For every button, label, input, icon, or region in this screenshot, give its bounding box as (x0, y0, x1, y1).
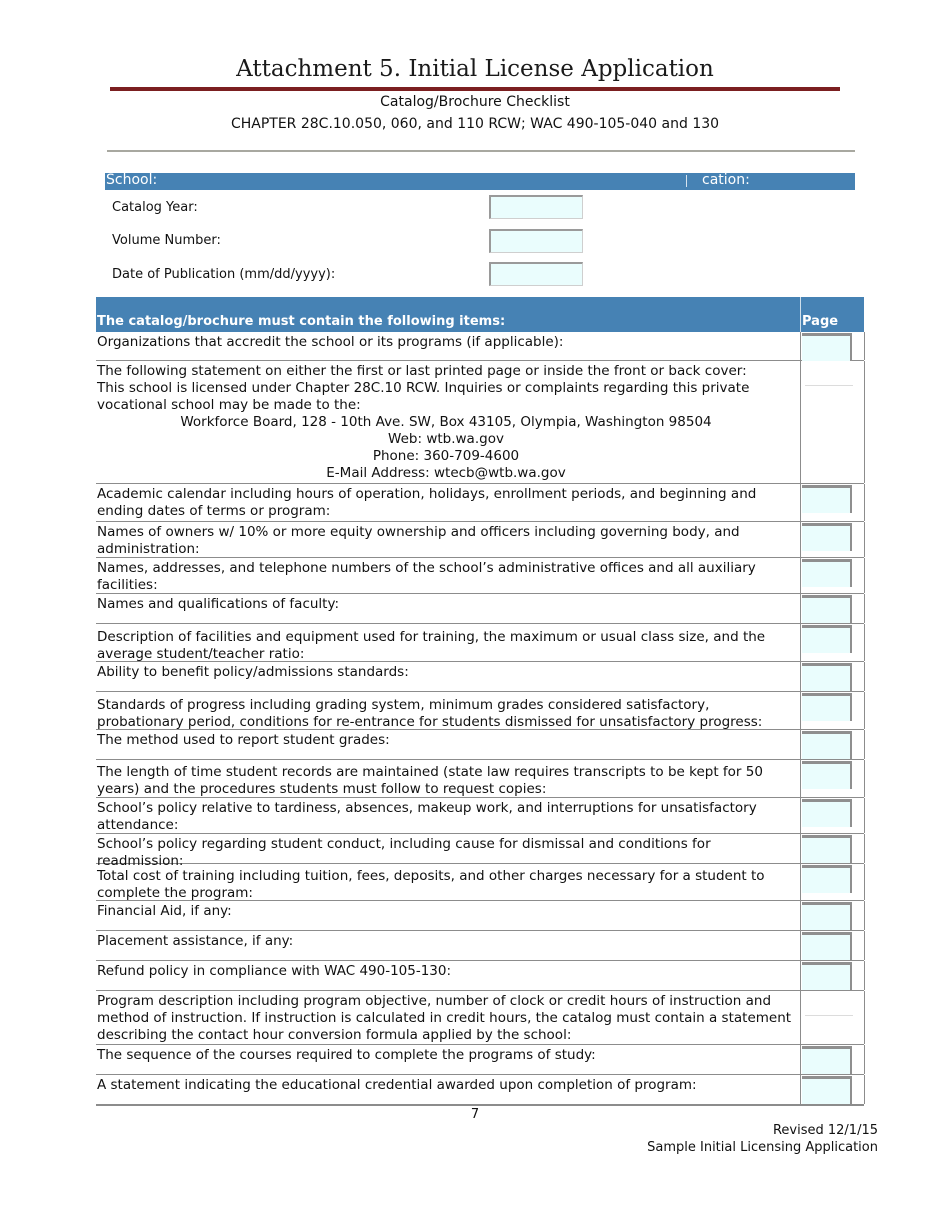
page-cell (800, 662, 865, 691)
page-number-input[interactable] (802, 932, 852, 960)
page-number-input[interactable] (802, 799, 852, 827)
page-cell (800, 931, 865, 960)
workforce-board-web: Web: wtb.wa.gov (388, 431, 504, 447)
page-cell (800, 991, 865, 1044)
page-cell (800, 624, 865, 661)
volume-number-label: Volume Number: (112, 233, 221, 248)
page-cell (800, 961, 865, 990)
page-number-input[interactable] (802, 1046, 852, 1074)
row-item-text: Standards of progress including grading system, minimum grades considered satisfactory, probationary period, conditions for re-entrance for students dismissed for unsatisfactory progress: (97, 697, 763, 730)
page-number: 7 (470, 1107, 480, 1122)
school-bar-divider (686, 175, 687, 187)
school-bar (105, 173, 855, 190)
page-number-input[interactable] (802, 663, 852, 691)
workforce-board-phone: Phone: 360-709-4600 (372, 448, 520, 464)
table-row (96, 864, 864, 901)
page-number-input[interactable] (802, 731, 852, 759)
table-row (96, 692, 864, 730)
page-cell (800, 594, 865, 623)
volume-number-input[interactable] (489, 229, 583, 253)
page-number-input[interactable] (802, 523, 852, 551)
page-cell (800, 798, 865, 833)
page-number-input[interactable] (802, 962, 852, 990)
row-item-text: Organizations that accredit the school or its programs (if applicable): (97, 334, 564, 350)
row-item-text: School’s policy relative to tardiness, absences, makeup work, and interruptions for unsatisfactory attendance: (97, 800, 757, 833)
table-row (96, 798, 864, 834)
page-cell (800, 760, 865, 797)
page-cell (800, 484, 865, 521)
catalog-year-label: Catalog Year: (112, 200, 198, 215)
publication-date-label: Date of Publication (mm/dd/yyyy): (112, 267, 336, 282)
row-item-text: Names, addresses, and telephone numbers of the school’s administrative offices and all auxiliary facilities: (97, 560, 756, 593)
row-item-text: Refund policy in compliance with WAC 490-105-130: (97, 963, 452, 979)
table-row (96, 361, 864, 484)
row-item-text: Program description including program objective, number of clock or credit hours of instruction and method of instruction. If instruction is calculated in credit hours, the catalog must contain a statement describing the contact hour conversion formula applied by the school: (97, 993, 792, 1043)
row-item-text: School’s policy regarding student conduct, including cause for dismissal and conditions for readmission: (97, 836, 711, 869)
chapter-reference: CHAPTER 28C.10.050, 060, and 110 RCW; WAC 490-105-040 and 130 (230, 116, 720, 132)
row-item-text: Total cost of training including tuition, fees, deposits, and other charges necessary for a student to complete the program: (97, 868, 765, 901)
page-cell (800, 522, 865, 557)
checklist-table (96, 297, 864, 1106)
workforce-board-address: Workforce Board, 128 - 10th Ave. SW, Box 43105, Olympia, Washington 98504 (180, 414, 712, 430)
table-row (96, 522, 864, 558)
page-number-input[interactable] (802, 761, 852, 789)
page-number-input[interactable] (805, 1015, 853, 1016)
row-item-text: The method used to report student grades: (97, 732, 390, 748)
table-row (96, 558, 864, 594)
page-number-input[interactable] (802, 559, 852, 587)
table-row (96, 484, 864, 522)
catalog-year-input[interactable] (489, 195, 583, 219)
row-item-text: The length of time student records are maintained (state law requires transcripts to be kept for 50 years) and the procedures students must follow to request copies: (97, 764, 763, 797)
table-row (96, 931, 864, 961)
page-number-input[interactable] (802, 693, 852, 721)
row-item-text: A statement indicating the educational credential awarded upon completion of program: (97, 1077, 697, 1093)
table-row (96, 760, 864, 798)
table-row (96, 730, 864, 760)
title-rule (110, 87, 840, 91)
table-row (96, 332, 864, 361)
statement-intro: The following statement on either the first or last printed page or inside the front or back cover: This school is licensed under Chapter 28C.10 RCW. Inquiries or complaints regarding this private vocational school may be made to the: (97, 363, 750, 413)
page-number-input[interactable] (802, 902, 852, 930)
page-cell (800, 901, 865, 930)
page-cell (800, 361, 865, 483)
page-cell (800, 730, 865, 759)
page-number-input[interactable] (802, 485, 852, 513)
table-row (96, 1045, 864, 1075)
publication-date-input[interactable] (489, 262, 583, 286)
location-label: cation: (702, 172, 750, 188)
table-row (96, 991, 864, 1045)
page-cell (800, 1045, 865, 1074)
row-item-text: Names of owners w/ 10% or more equity ownership and officers including governing body, and administration: (97, 524, 740, 557)
page-column-header: Page (802, 314, 839, 329)
table-row (96, 662, 864, 692)
page-number-input[interactable] (802, 865, 852, 893)
page-number-input[interactable] (805, 385, 853, 386)
page-cell (800, 558, 865, 593)
row-item-text: Financial Aid, if any: (97, 903, 232, 919)
page-cell (800, 864, 865, 900)
row-item-text: Description of facilities and equipment used for training, the maximum or usual class size, and the average student/teacher ratio: (97, 629, 766, 662)
row-item-text: Placement assistance, if any: (97, 933, 294, 949)
workforce-board-email: E-Mail Address: wtecb@wtb.wa.gov (326, 465, 566, 481)
table-row (96, 1075, 864, 1106)
table-row (96, 594, 864, 624)
page-cell (800, 834, 865, 863)
page-cell (800, 692, 865, 729)
row-item-text: Names and qualifications of faculty: (97, 596, 340, 612)
header-divider (107, 150, 855, 152)
page-number-input[interactable] (802, 595, 852, 623)
revision-date: Revised 12/1/15 (772, 1123, 878, 1138)
header-column-divider (800, 297, 801, 332)
page-number-input[interactable] (802, 1076, 852, 1104)
row-item-text: Academic calendar including hours of operation, holidays, enrollment periods, and beginning and ending dates of terms or program: (97, 486, 757, 519)
page-number-input[interactable] (802, 333, 852, 361)
checklist-subtitle: Catalog/Brochure Checklist (380, 94, 570, 110)
document-title: Attachment 5. Initial License Application (236, 56, 714, 82)
row-item-text: Ability to benefit policy/admissions standards: (97, 664, 409, 680)
row-item-text: The sequence of the courses required to complete the programs of study: (97, 1047, 596, 1063)
table-row (96, 624, 864, 662)
table-row (96, 901, 864, 931)
page-number-input[interactable] (802, 625, 852, 653)
row-item-text (97, 363, 795, 482)
document-name: Sample Initial Licensing Application (647, 1140, 878, 1155)
items-column-header: The catalog/brochure must contain the following items: (97, 314, 506, 329)
table-row (96, 834, 864, 869)
page-number-input[interactable] (802, 835, 852, 863)
school-label: School: (106, 172, 158, 188)
checklist-table-header (96, 297, 864, 332)
page-cell (800, 1075, 865, 1104)
table-row (96, 961, 864, 991)
page-cell (800, 332, 865, 360)
